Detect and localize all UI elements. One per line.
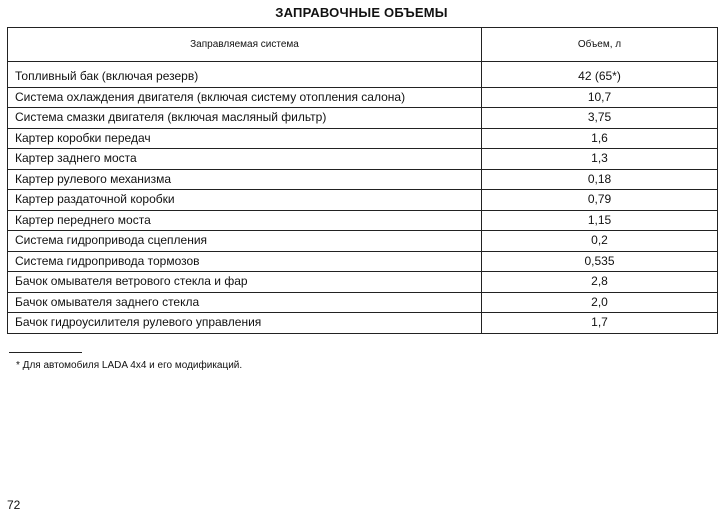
volume-cell: 0,79 [482, 190, 718, 211]
volume-cell: 2,0 [482, 292, 718, 313]
system-cell: Картер переднего моста [8, 210, 482, 231]
table-row [8, 313, 718, 334]
system-cell: Бачок омывателя заднего стекла [8, 292, 482, 313]
system-cell: Система охлаждения двигателя (включая систему отопления салона) [8, 87, 482, 108]
system-cell: Картер коробки передач [8, 128, 482, 149]
table-row [8, 251, 718, 272]
system-cell: Картер заднего моста [8, 149, 482, 170]
table-row [8, 67, 718, 87]
footnote: * Для автомобиля LADA 4x4 и его модификаций. [16, 360, 243, 371]
volume-cell: 10,7 [482, 87, 718, 108]
volume-cell: 0,535 [482, 251, 718, 272]
header-volume: Объем, л [482, 28, 718, 62]
volume-cell: 1,15 [482, 210, 718, 231]
table-row [8, 128, 718, 149]
table-row [8, 231, 718, 252]
volume-cell: 1,7 [482, 313, 718, 334]
table-row [8, 190, 718, 211]
volume-cell: 0,18 [482, 169, 718, 190]
volume-cell: 1,3 [482, 149, 718, 170]
volume-cell: 3,75 [482, 108, 718, 129]
system-cell: Картер раздаточной коробки [8, 190, 482, 211]
table-row [8, 210, 718, 231]
system-cell: Топливный бак (включая резерв) [8, 67, 482, 87]
volume-cell: 1,6 [482, 128, 718, 149]
table-row [8, 272, 718, 293]
system-cell: Система гидропривода тормозов [8, 251, 482, 272]
volume-cell: 0,2 [482, 231, 718, 252]
volume-cell: 2,8 [482, 272, 718, 293]
page-number: 72 [7, 498, 21, 512]
system-cell: Картер рулевого механизма [8, 169, 482, 190]
system-cell: Бачок омывателя ветрового стекла и фар [8, 272, 482, 293]
system-cell: Бачок гидроусилителя рулевого управления [8, 313, 482, 334]
table-row [8, 87, 718, 108]
table-row [8, 169, 718, 190]
volume-cell: 42 (65*) [482, 67, 718, 87]
footnote-divider [9, 352, 82, 353]
table-row [8, 149, 718, 170]
table-row [8, 108, 718, 129]
page-title: ЗАПРАВОЧНЫЕ ОБЪЕМЫ [275, 5, 448, 20]
table-row [8, 292, 718, 313]
table-header-row [8, 28, 718, 62]
system-cell: Система гидропривода сцепления [8, 231, 482, 252]
header-system: Заправляемая система [8, 28, 482, 62]
capacities-table [7, 27, 718, 334]
system-cell: Система смазки двигателя (включая масляный фильтр) [8, 108, 482, 129]
